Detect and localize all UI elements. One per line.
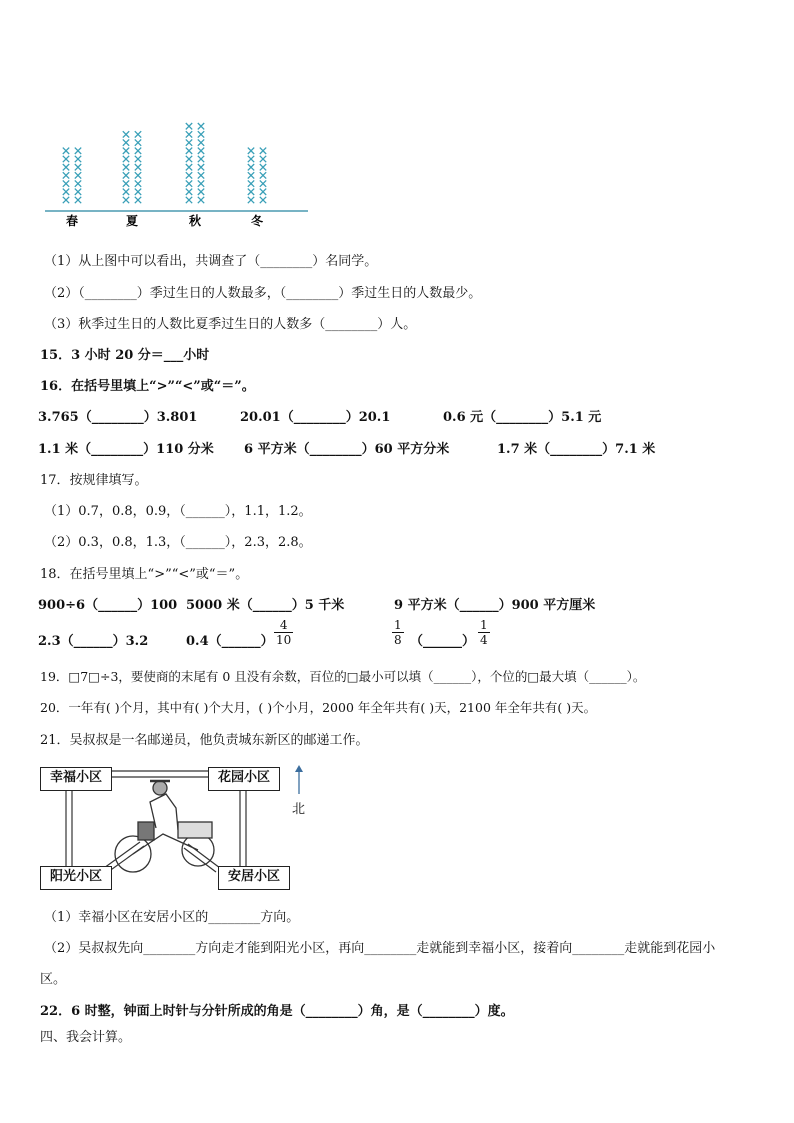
pictograph-mark-秋 [186,164,192,170]
pictograph-mark-秋 [186,189,192,195]
pictograph-mark-夏 [123,139,129,145]
q18-item-6-blank: （______） [410,634,476,649]
category-label: 春 [65,214,79,228]
pictograph-mark-春 [75,164,81,170]
q16-item-5: 6 平方米（________）60 平方分米 [244,442,450,457]
q17-sub2: （2）0.3，0.8，1.3，（______），2.3，2.8。 [44,535,312,550]
pictograph-mark-秋 [198,164,204,170]
pictograph-mark-秋 [198,197,204,203]
fraction-1-4: $\frac{1}{4}$ [480,618,488,647]
pictograph-mark-冬 [260,172,266,178]
pictograph-mark-秋 [198,180,204,186]
pictograph-mark-夏 [135,172,141,178]
q16-item-3: 0.6 元（________）5.1 元 [443,410,602,425]
q16-item-1: 3.765（________）3.801 [38,410,198,425]
q15: 15．3 小时 20 分＝___小时 [40,348,210,363]
pictograph-mark-冬 [248,180,254,186]
pictograph-mark-冬 [248,197,254,203]
pictograph-mark-秋 [198,139,204,145]
q14-sub1: （1）从上图中可以看出，共调查了（________）名同学。 [44,254,378,269]
q22: 22．6 时整，钟面上时针与分针所成的角是（________）角，是（________）度。 [40,1004,514,1019]
pictograph-mark-秋 [186,139,192,145]
pictograph-mark-秋 [186,197,192,203]
pictograph-mark-冬 [260,189,266,195]
q16-title: 16．在括号里填上“>”“<”或“＝”。 [40,379,255,394]
pictograph-mark-冬 [248,164,254,170]
pictograph-mark-春 [63,156,69,162]
pictograph-mark-秋 [186,172,192,178]
q21-sub1: （1）幸福小区在安居小区的________方向。 [44,910,300,925]
pictograph-mark-春 [75,172,81,178]
q17-title: 17．按规律填写。 [40,473,148,488]
pictograph-mark-春 [63,172,69,178]
q21-sub2-cont: 区。 [40,972,67,987]
pictograph-mark-冬 [260,148,266,154]
category-label: 夏 [125,214,139,228]
section-4-title: 四、我会计算。 [40,1030,132,1045]
pictograph-mark-春 [63,189,69,195]
q16-item-6: 1.7 米（________）7.1 米 [497,442,656,457]
pictograph-mark-秋 [198,156,204,162]
q18-item-4: 2.3（______）3.2 [38,634,149,649]
place-xingfu: 幸福小区 [40,767,112,791]
pictograph-mark-秋 [186,123,192,129]
pictograph-mark-冬 [248,148,254,154]
q18-title: 18．在括号里填上“>”“<”或“＝”。 [40,567,249,582]
pictograph-mark-春 [75,189,81,195]
pictograph-mark-夏 [123,156,129,162]
pictograph-mark-夏 [135,156,141,162]
q18-item-2: 5000 米（______）5 千米 [186,598,345,613]
pictograph-mark-冬 [260,180,266,186]
pictograph-mark-夏 [123,172,129,178]
pictograph-mark-夏 [123,197,129,203]
pictograph-mark-夏 [123,131,129,137]
pictograph-mark-春 [75,148,81,154]
pictograph-mark-春 [75,180,81,186]
q20: 20．一年有( )个月，其中有( )个大月，( )个小月，2000 年全年共有( )天，2100 年全年共有( )天。 [40,700,597,715]
place-anju: 安居小区 [218,866,290,890]
pictograph-mark-秋 [186,131,192,137]
pictograph-mark-冬 [260,197,266,203]
q21-title: 21．吴叔叔是一名邮递员，他负责城东新区的邮递工作。 [40,733,369,748]
fraction-4-10: $\frac{4}{10}$ [276,618,292,647]
pictograph-mark-夏 [123,164,129,170]
q18-item-3: 9 平方米（______）900 平方厘米 [394,598,596,613]
pictograph-mark-春 [75,156,81,162]
pictograph-mark-冬 [248,156,254,162]
place-huayuan: 花园小区 [208,767,280,791]
q18-item-1: 900÷6（______）100 [38,598,178,613]
pictograph-mark-夏 [135,180,141,186]
birthday-pictograph [40,80,320,230]
place-yangguang: 阳光小区 [40,866,112,890]
q16-item-2: 20.01（________）20.1 [240,410,391,425]
pictograph-mark-夏 [135,148,141,154]
q14-sub2: （2）（________）季过生日的人数最多，（________）季过生日的人数最少。 [44,286,482,301]
pictograph-mark-夏 [135,197,141,203]
pictograph-mark-秋 [198,123,204,129]
q14-sub3: （3）秋季过生日的人数比夏季过生日的人数多（________）人。 [44,317,417,332]
pictograph-mark-冬 [260,156,266,162]
pictograph-mark-夏 [123,148,129,154]
q19: 19．□7□÷3，要使商的末尾有 0 且没有余数，百位的□最小可以填（______），个位的□最大填（______）。 [40,669,646,684]
pictograph-mark-秋 [186,156,192,162]
pictograph-mark-秋 [198,189,204,195]
fraction-1-8: $\frac{1}{8}$ [394,618,402,647]
north-label: 北 [292,802,306,817]
pictograph-mark-春 [63,148,69,154]
pictograph-mark-秋 [186,180,192,186]
pictograph-mark-春 [63,164,69,170]
pictograph-mark-夏 [135,189,141,195]
pictograph-mark-夏 [135,139,141,145]
q16-item-4: 1.1 米（________）110 分米 [38,442,214,457]
pictograph-mark-秋 [198,148,204,154]
pictograph-mark-夏 [135,131,141,137]
pictograph-mark-春 [75,197,81,203]
pictograph-mark-冬 [248,189,254,195]
pictograph-mark-夏 [123,180,129,186]
q18-item-5: 0.4（______） [186,634,274,649]
postman-icon [115,781,214,872]
north-arrow-icon [292,764,306,794]
pictograph-mark-冬 [248,172,254,178]
category-label: 冬 [250,214,264,228]
pictograph-mark-夏 [135,164,141,170]
pictograph-mark-冬 [260,164,266,170]
pictograph-mark-秋 [198,131,204,137]
category-label: 秋 [188,214,202,228]
pictograph-mark-夏 [123,189,129,195]
pictograph-mark-春 [63,180,69,186]
pictograph-mark-春 [63,197,69,203]
q21-sub2: （2）吴叔叔先向________方向走才能到阳光小区，再向________走就能到幸福小区，接着向________走就能到花园小 [44,941,716,956]
q17-sub1: （1）0.7，0.8，0.9，（______），1.1，1.2。 [44,504,312,519]
pictograph-mark-秋 [186,148,192,154]
pictograph-mark-秋 [198,172,204,178]
district-map [38,762,308,894]
